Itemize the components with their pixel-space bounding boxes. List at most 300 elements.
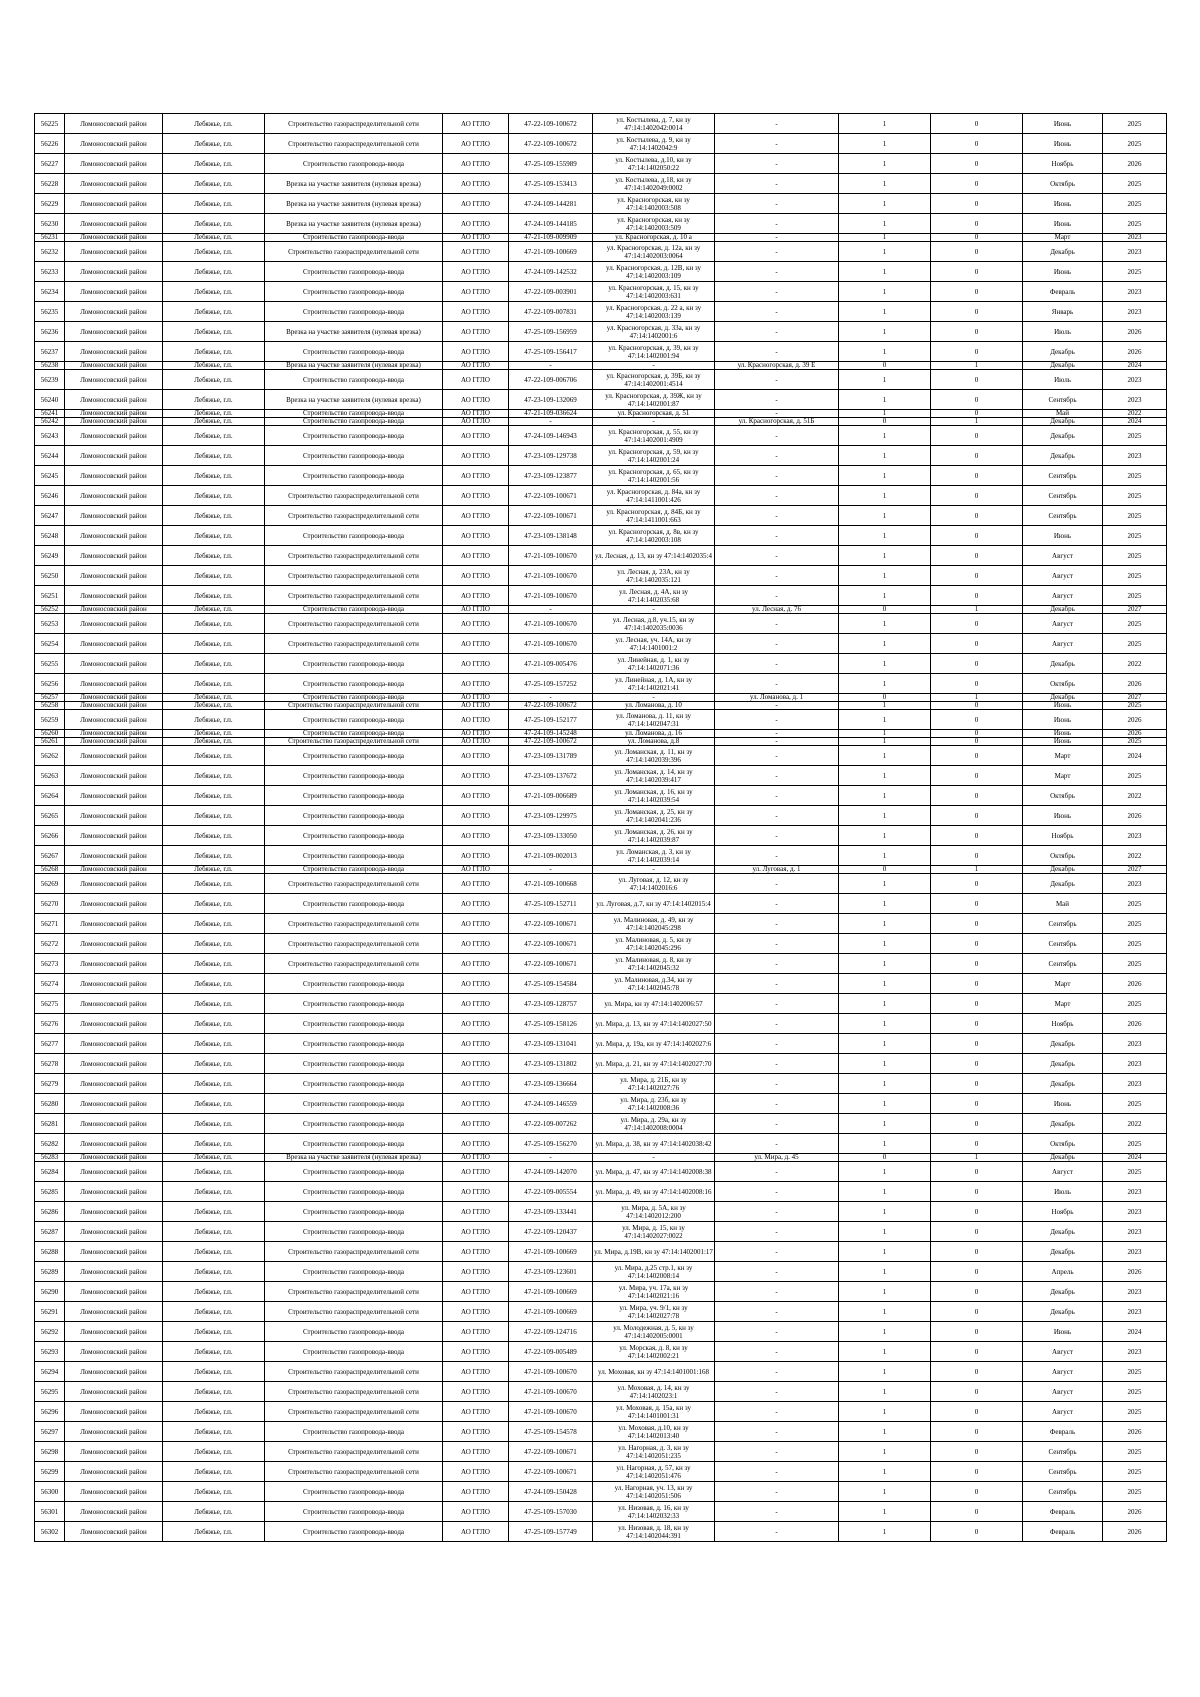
row-number-cell: 56252	[35, 606, 65, 614]
month-cell: Август	[1023, 1342, 1103, 1362]
table-row	[35, 282, 1167, 302]
contract-number-cell: 47-23-109-132069	[509, 390, 593, 410]
count-a-cell: 1	[839, 370, 931, 390]
contract-number-cell: 47-22-109-006706	[509, 370, 593, 390]
district-cell: Ломоносовский район	[65, 606, 163, 614]
contract-number-cell: 47-23-109-136664	[509, 1074, 593, 1094]
count-a-cell: 1	[839, 242, 931, 262]
row-number-cell: 56241	[35, 410, 65, 418]
work-type-cell: Строительство газопровода-ввода	[265, 994, 443, 1014]
address-cadastral-cell: ул. Мира, д. 15, кн зу 47:14:1402027:0022	[593, 1222, 715, 1242]
count-b-cell: 0	[931, 506, 1023, 526]
address-alt-cell: -	[715, 566, 839, 586]
count-a-cell: 0	[839, 418, 931, 426]
table-row	[35, 954, 1167, 974]
row-number-cell: 56270	[35, 894, 65, 914]
district-cell: Ломоносовский район	[65, 410, 163, 418]
year-cell: 2023	[1103, 1242, 1167, 1262]
row-number-cell: 56240	[35, 390, 65, 410]
address-alt-cell: ул. Красногорская, д. 51Б	[715, 418, 839, 426]
count-a-cell: 1	[839, 1222, 931, 1242]
organization-cell: АО ГГЛО	[443, 214, 509, 234]
row-number-cell: 56260	[35, 730, 65, 738]
count-b-cell: 0	[931, 262, 1023, 282]
month-cell: Октябрь	[1023, 174, 1103, 194]
district-cell: Ломоносовский район	[65, 874, 163, 894]
contract-number-cell: 47-23-109-131789	[509, 746, 593, 766]
district-cell: Ломоносовский район	[65, 390, 163, 410]
month-cell: Февраль	[1023, 1522, 1103, 1542]
table-row	[35, 234, 1167, 242]
month-cell: Декабрь	[1023, 654, 1103, 674]
organization-cell: АО ГГЛО	[443, 446, 509, 466]
month-cell: Февраль	[1023, 1422, 1103, 1442]
settlement-cell: Лебяжье, г.п.	[163, 370, 265, 390]
contract-number-cell: 47-21-109-100669	[509, 1242, 593, 1262]
row-number-cell: 56284	[35, 1162, 65, 1182]
address-cadastral-cell: ул. Мира, д. 47, кн зу 47:14:1402008:38	[593, 1162, 715, 1182]
district-cell: Ломоносовский район	[65, 954, 163, 974]
row-number-cell: 56255	[35, 654, 65, 674]
count-b-cell: 0	[931, 1054, 1023, 1074]
settlement-cell: Лебяжье, г.п.	[163, 390, 265, 410]
address-cadastral-cell: ул. Моховая, д. 14, кн зу 47:14:1402023:1	[593, 1382, 715, 1402]
settlement-cell: Лебяжье, г.п.	[163, 1442, 265, 1462]
count-b-cell: 0	[931, 134, 1023, 154]
month-cell: Ноябрь	[1023, 154, 1103, 174]
year-cell: 2023	[1103, 370, 1167, 390]
count-a-cell: 1	[839, 710, 931, 730]
address-alt-cell: -	[715, 1242, 839, 1262]
row-number-cell: 56232	[35, 242, 65, 262]
organization-cell: АО ГГЛО	[443, 1182, 509, 1202]
year-cell: 2025	[1103, 486, 1167, 506]
count-b-cell: 0	[931, 546, 1023, 566]
organization-cell: АО ГГЛО	[443, 994, 509, 1014]
row-number-cell: 56275	[35, 994, 65, 1014]
address-cadastral-cell: ул. Красногорская, д. 12а, кн зу 47:14:1402003:0064	[593, 242, 715, 262]
month-cell: Декабрь	[1023, 1302, 1103, 1322]
count-a-cell: 1	[839, 486, 931, 506]
work-type-cell: Врезка на участке заявителя (нулевая врезка)	[265, 174, 443, 194]
row-number-cell: 56295	[35, 1382, 65, 1402]
count-a-cell: 1	[839, 214, 931, 234]
settlement-cell: Лебяжье, г.п.	[163, 1134, 265, 1154]
organization-cell: АО ГГЛО	[443, 1134, 509, 1154]
district-cell: Ломоносовский район	[65, 634, 163, 654]
year-cell: 2025	[1103, 1442, 1167, 1462]
count-a-cell: 1	[839, 614, 931, 634]
organization-cell: АО ГГЛО	[443, 362, 509, 370]
district-cell: Ломоносовский район	[65, 134, 163, 154]
year-cell: 2025	[1103, 914, 1167, 934]
address-alt-cell: -	[715, 114, 839, 134]
contract-number-cell: 47-22-109-100671	[509, 1442, 593, 1462]
month-cell: Декабрь	[1023, 1242, 1103, 1262]
work-type-cell: Строительство газораспределительной сети	[265, 934, 443, 954]
year-cell: 2027	[1103, 606, 1167, 614]
year-cell: 2026	[1103, 806, 1167, 826]
settlement-cell: Лебяжье, г.п.	[163, 506, 265, 526]
address-cadastral-cell: ул. Ломанова, д. 16	[593, 730, 715, 738]
table-row	[35, 1242, 1167, 1262]
row-number-cell: 56291	[35, 1302, 65, 1322]
district-cell: Ломоносовский район	[65, 746, 163, 766]
district-cell: Ломоносовский район	[65, 234, 163, 242]
district-cell: Ломоносовский район	[65, 418, 163, 426]
month-cell: Сентябрь	[1023, 466, 1103, 486]
organization-cell: АО ГГЛО	[443, 1502, 509, 1522]
work-type-cell: Строительство газопровода-ввода	[265, 606, 443, 614]
organization-cell: АО ГГЛО	[443, 1114, 509, 1134]
row-number-cell: 56290	[35, 1282, 65, 1302]
month-cell: Март	[1023, 994, 1103, 1014]
table-row	[35, 1154, 1167, 1162]
address-cadastral-cell: ул. Нагорная, д. 3, кн зу 47:14:1402051:235	[593, 1442, 715, 1462]
organization-cell: АО ГГЛО	[443, 974, 509, 994]
address-alt-cell: -	[715, 746, 839, 766]
month-cell: Декабрь	[1023, 418, 1103, 426]
address-cadastral-cell: ул. Костылева, д.18, кн зу 47:14:1402049:0002	[593, 174, 715, 194]
organization-cell: АО ГГЛО	[443, 1162, 509, 1182]
work-type-cell: Строительство газораспределительной сети	[265, 1302, 443, 1322]
table-row	[35, 1422, 1167, 1442]
month-cell: Сентябрь	[1023, 914, 1103, 934]
year-cell: 2025	[1103, 1162, 1167, 1182]
work-type-cell: Строительство газопровода-ввода	[265, 1162, 443, 1182]
settlement-cell: Лебяжье, г.п.	[163, 154, 265, 174]
contract-number-cell: 47-21-109-036624	[509, 410, 593, 418]
contract-number-cell: 47-23-109-133050	[509, 826, 593, 846]
year-cell: 2023	[1103, 1074, 1167, 1094]
row-number-cell: 56257	[35, 694, 65, 702]
settlement-cell: Лебяжье, г.п.	[163, 1262, 265, 1282]
contract-number-cell: 47-23-109-129738	[509, 446, 593, 466]
organization-cell: АО ГГЛО	[443, 1054, 509, 1074]
month-cell: Апрель	[1023, 1262, 1103, 1282]
work-type-cell: Строительство газопровода-ввода	[265, 1094, 443, 1114]
district-cell: Ломоносовский район	[65, 1202, 163, 1222]
row-number-cell: 56279	[35, 1074, 65, 1094]
settlement-cell: Лебяжье, г.п.	[163, 526, 265, 546]
row-number-cell: 56233	[35, 262, 65, 282]
row-number-cell: 56249	[35, 546, 65, 566]
address-alt-cell: ул. Луговая, д. 1	[715, 866, 839, 874]
contract-number-cell: 47-23-109-129975	[509, 806, 593, 826]
work-type-cell: Строительство газопровода-ввода	[265, 1322, 443, 1342]
contract-number-cell: -	[509, 866, 593, 874]
year-cell: 2025	[1103, 174, 1167, 194]
settlement-cell: Лебяжье, г.п.	[163, 934, 265, 954]
address-alt-cell: -	[715, 1522, 839, 1542]
year-cell: 2025	[1103, 766, 1167, 786]
work-type-cell: Строительство газопровода-ввода	[265, 466, 443, 486]
district-cell: Ломоносовский район	[65, 342, 163, 362]
contract-number-cell: 47-25-109-152711	[509, 894, 593, 914]
count-b-cell: 0	[931, 1442, 1023, 1462]
month-cell: Октябрь	[1023, 786, 1103, 806]
row-number-cell: 56288	[35, 1242, 65, 1262]
settlement-cell: Лебяжье, г.п.	[163, 174, 265, 194]
table-row	[35, 1522, 1167, 1542]
settlement-cell: Лебяжье, г.п.	[163, 866, 265, 874]
count-a-cell: 1	[839, 1302, 931, 1322]
count-a-cell: 1	[839, 546, 931, 566]
month-cell: Июнь	[1023, 262, 1103, 282]
count-b-cell: 0	[931, 322, 1023, 342]
count-a-cell: 1	[839, 974, 931, 994]
work-type-cell: Строительство газопровода-ввода	[265, 786, 443, 806]
table-row	[35, 1402, 1167, 1422]
work-type-cell: Строительство газопровода-ввода	[265, 1054, 443, 1074]
address-alt-cell: -	[715, 1282, 839, 1302]
district-cell: Ломоносовский район	[65, 1014, 163, 1034]
row-number-cell: 56293	[35, 1342, 65, 1362]
contract-number-cell: 47-25-109-153413	[509, 174, 593, 194]
settlement-cell: Лебяжье, г.п.	[163, 914, 265, 934]
row-number-cell: 56246	[35, 486, 65, 506]
month-cell: Июнь	[1023, 134, 1103, 154]
count-a-cell: 1	[839, 746, 931, 766]
year-cell: 2025	[1103, 634, 1167, 654]
table-row	[35, 766, 1167, 786]
count-a-cell: 1	[839, 994, 931, 1014]
row-number-cell: 56283	[35, 1154, 65, 1162]
district-cell: Ломоносовский район	[65, 1242, 163, 1262]
address-cadastral-cell: ул. Костылева, д. 9, кн зу 47:14:1402042:9	[593, 134, 715, 154]
district-cell: Ломоносовский район	[65, 614, 163, 634]
work-type-cell: Врезка на участке заявителя (нулевая врезка)	[265, 1154, 443, 1162]
organization-cell: АО ГГЛО	[443, 826, 509, 846]
row-number-cell: 56269	[35, 874, 65, 894]
address-cadastral-cell: ул. Мира, кн зу 47:14:1402006:57	[593, 994, 715, 1014]
table-row	[35, 362, 1167, 370]
count-b-cell: 0	[931, 1242, 1023, 1262]
district-cell: Ломоносовский район	[65, 1182, 163, 1202]
organization-cell: АО ГГЛО	[443, 1094, 509, 1114]
month-cell: Сентябрь	[1023, 1482, 1103, 1502]
contract-number-cell: 47-21-109-100670	[509, 614, 593, 634]
year-cell: 2026	[1103, 730, 1167, 738]
month-cell: Май	[1023, 894, 1103, 914]
year-cell: 2024	[1103, 1322, 1167, 1342]
table-row	[35, 634, 1167, 654]
district-cell: Ломоносовский район	[65, 1074, 163, 1094]
year-cell: 2023	[1103, 390, 1167, 410]
count-b-cell: 0	[931, 566, 1023, 586]
count-b-cell: 0	[931, 738, 1023, 746]
table-row	[35, 466, 1167, 486]
address-alt-cell: -	[715, 846, 839, 866]
organization-cell: АО ГГЛО	[443, 262, 509, 282]
month-cell: Август	[1023, 546, 1103, 566]
count-b-cell: 0	[931, 1302, 1023, 1322]
organization-cell: АО ГГЛО	[443, 786, 509, 806]
row-number-cell: 56274	[35, 974, 65, 994]
settlement-cell: Лебяжье, г.п.	[163, 446, 265, 466]
table-row	[35, 914, 1167, 934]
contract-number-cell: 47-21-109-100670	[509, 634, 593, 654]
organization-cell: АО ГГЛО	[443, 634, 509, 654]
work-type-cell: Строительство газопровода-ввода	[265, 710, 443, 730]
contract-number-cell: 47-22-109-120437	[509, 1222, 593, 1242]
month-cell: Март	[1023, 234, 1103, 242]
count-b-cell: 0	[931, 954, 1023, 974]
contract-number-cell: 47-24-109-144185	[509, 214, 593, 234]
year-cell: 2026	[1103, 710, 1167, 730]
address-cadastral-cell: ул. Мира, д. 19а, кн зу 47:14:1402027:6	[593, 1034, 715, 1054]
work-type-cell: Врезка на участке заявителя (нулевая врезка)	[265, 390, 443, 410]
address-cadastral-cell: ул. Ломанская, д. 16, кн зу 47:14:1402039:54	[593, 786, 715, 806]
table-row	[35, 614, 1167, 634]
gasification-objects-table	[34, 113, 1167, 1542]
contract-number-cell: -	[509, 1154, 593, 1162]
table-row	[35, 154, 1167, 174]
address-cadastral-cell: ул. Красногорская, д. 65, кн зу 47:14:1402001:56	[593, 466, 715, 486]
month-cell: Октябрь	[1023, 1134, 1103, 1154]
year-cell: 2022	[1103, 410, 1167, 418]
address-cadastral-cell: ул. Малиновая, д. 49, кн зу 47:14:1402045:298	[593, 914, 715, 934]
table-row	[35, 174, 1167, 194]
organization-cell: АО ГГЛО	[443, 1442, 509, 1462]
address-alt-cell: -	[715, 1442, 839, 1462]
month-cell: Декабрь	[1023, 1154, 1103, 1162]
year-cell: 2026	[1103, 1014, 1167, 1034]
count-a-cell: 1	[839, 738, 931, 746]
district-cell: Ломоносовский район	[65, 1402, 163, 1422]
row-number-cell: 56276	[35, 1014, 65, 1034]
settlement-cell: Лебяжье, г.п.	[163, 746, 265, 766]
count-a-cell: 1	[839, 934, 931, 954]
month-cell: Декабрь	[1023, 1222, 1103, 1242]
work-type-cell: Врезка на участке заявителя (нулевая врезка)	[265, 214, 443, 234]
settlement-cell: Лебяжье, г.п.	[163, 1522, 265, 1542]
month-cell: Декабрь	[1023, 694, 1103, 702]
settlement-cell: Лебяжье, г.п.	[163, 674, 265, 694]
table-row	[35, 674, 1167, 694]
organization-cell: АО ГГЛО	[443, 730, 509, 738]
settlement-cell: Лебяжье, г.п.	[163, 410, 265, 418]
year-cell: 2025	[1103, 566, 1167, 586]
work-type-cell: Строительство газопровода-ввода	[265, 746, 443, 766]
table-row	[35, 1442, 1167, 1462]
row-number-cell: 56280	[35, 1094, 65, 1114]
table-row	[35, 1202, 1167, 1222]
district-cell: Ломоносовский район	[65, 466, 163, 486]
row-number-cell: 56258	[35, 702, 65, 710]
address-cadastral-cell: ул. Мира, д. 21Б, кн зу 47:14:1402027:76	[593, 1074, 715, 1094]
organization-cell: АО ГГЛО	[443, 1262, 509, 1282]
organization-cell: АО ГГЛО	[443, 566, 509, 586]
contract-number-cell: 47-21-109-100670	[509, 566, 593, 586]
year-cell: 2025	[1103, 114, 1167, 134]
address-alt-cell: -	[715, 806, 839, 826]
organization-cell: АО ГГЛО	[443, 606, 509, 614]
count-a-cell: 1	[839, 1162, 931, 1182]
count-a-cell: 1	[839, 1342, 931, 1362]
table-row	[35, 738, 1167, 746]
settlement-cell: Лебяжье, г.п.	[163, 1282, 265, 1302]
contract-number-cell: 47-22-109-100672	[509, 134, 593, 154]
address-alt-cell: -	[715, 1114, 839, 1134]
address-alt-cell: ул. Мира, д. 45	[715, 1154, 839, 1162]
contract-number-cell: 47-24-109-145248	[509, 730, 593, 738]
count-a-cell: 1	[839, 410, 931, 418]
year-cell: 2025	[1103, 546, 1167, 566]
table-row	[35, 446, 1167, 466]
count-a-cell: 1	[839, 1502, 931, 1522]
address-cadastral-cell: ул. Мира, д.19В, кн зу 47:14:1402001:17	[593, 1242, 715, 1262]
work-type-cell: Врезка на участке заявителя (нулевая врезка)	[265, 322, 443, 342]
address-cadastral-cell: ул. Красногорская, кн зу 47:14:1402003:508	[593, 194, 715, 214]
district-cell: Ломоносовский район	[65, 154, 163, 174]
count-b-cell: 0	[931, 1034, 1023, 1054]
district-cell: Ломоносовский район	[65, 262, 163, 282]
district-cell: Ломоносовский район	[65, 1422, 163, 1442]
row-number-cell: 56302	[35, 1522, 65, 1542]
address-alt-cell: -	[715, 1034, 839, 1054]
settlement-cell: Лебяжье, г.п.	[163, 1154, 265, 1162]
contract-number-cell: 47-22-109-100671	[509, 934, 593, 954]
district-cell: Ломоносовский район	[65, 1094, 163, 1114]
address-alt-cell: -	[715, 1162, 839, 1182]
count-b-cell: 0	[931, 1114, 1023, 1134]
contract-number-cell: 47-21-109-100668	[509, 874, 593, 894]
work-type-cell: Строительство газопровода-ввода	[265, 866, 443, 874]
month-cell: Февраль	[1023, 282, 1103, 302]
address-alt-cell: -	[715, 1014, 839, 1034]
work-type-cell: Строительство газораспределительной сети	[265, 738, 443, 746]
work-type-cell: Строительство газопровода-ввода	[265, 730, 443, 738]
organization-cell: АО ГГЛО	[443, 614, 509, 634]
contract-number-cell: 47-22-109-100671	[509, 954, 593, 974]
year-cell: 2025	[1103, 894, 1167, 914]
address-alt-cell: -	[715, 1222, 839, 1242]
address-cadastral-cell: ул. Красногорская, кн зу 47:14:1402003:509	[593, 214, 715, 234]
row-number-cell: 56254	[35, 634, 65, 654]
year-cell: 2025	[1103, 466, 1167, 486]
table-row	[35, 342, 1167, 362]
settlement-cell: Лебяжье, г.п.	[163, 322, 265, 342]
month-cell: Июнь	[1023, 526, 1103, 546]
district-cell: Ломоносовский район	[65, 370, 163, 390]
row-number-cell: 56282	[35, 1134, 65, 1154]
settlement-cell: Лебяжье, г.п.	[163, 974, 265, 994]
count-b-cell: 0	[931, 702, 1023, 710]
district-cell: Ломоносовский район	[65, 566, 163, 586]
work-type-cell: Строительство газопровода-ввода	[265, 1074, 443, 1094]
settlement-cell: Лебяжье, г.п.	[163, 1162, 265, 1182]
address-alt-cell: -	[715, 674, 839, 694]
address-cadastral-cell: -	[593, 362, 715, 370]
address-cadastral-cell: ул. Малиновая, д. 8, кн зу 47:14:1402045:32	[593, 954, 715, 974]
address-alt-cell: -	[715, 342, 839, 362]
month-cell: Сентябрь	[1023, 934, 1103, 954]
district-cell: Ломоносовский район	[65, 362, 163, 370]
organization-cell: АО ГГЛО	[443, 390, 509, 410]
count-a-cell: 1	[839, 426, 931, 446]
address-cadastral-cell: ул. Красногорская, д. 22 а, кн зу 47:14:1402003:139	[593, 302, 715, 322]
count-b-cell: 1	[931, 606, 1023, 614]
district-cell: Ломоносовский район	[65, 846, 163, 866]
settlement-cell: Лебяжье, г.п.	[163, 1074, 265, 1094]
contract-number-cell: 47-25-109-152177	[509, 710, 593, 730]
address-alt-cell: -	[715, 738, 839, 746]
count-b-cell: 0	[931, 1222, 1023, 1242]
organization-cell: АО ГГЛО	[443, 1242, 509, 1262]
address-cadastral-cell: ул. Нагорная, уч. 13, кн зу 47:14:1402051:506	[593, 1482, 715, 1502]
district-cell: Ломоносовский район	[65, 738, 163, 746]
